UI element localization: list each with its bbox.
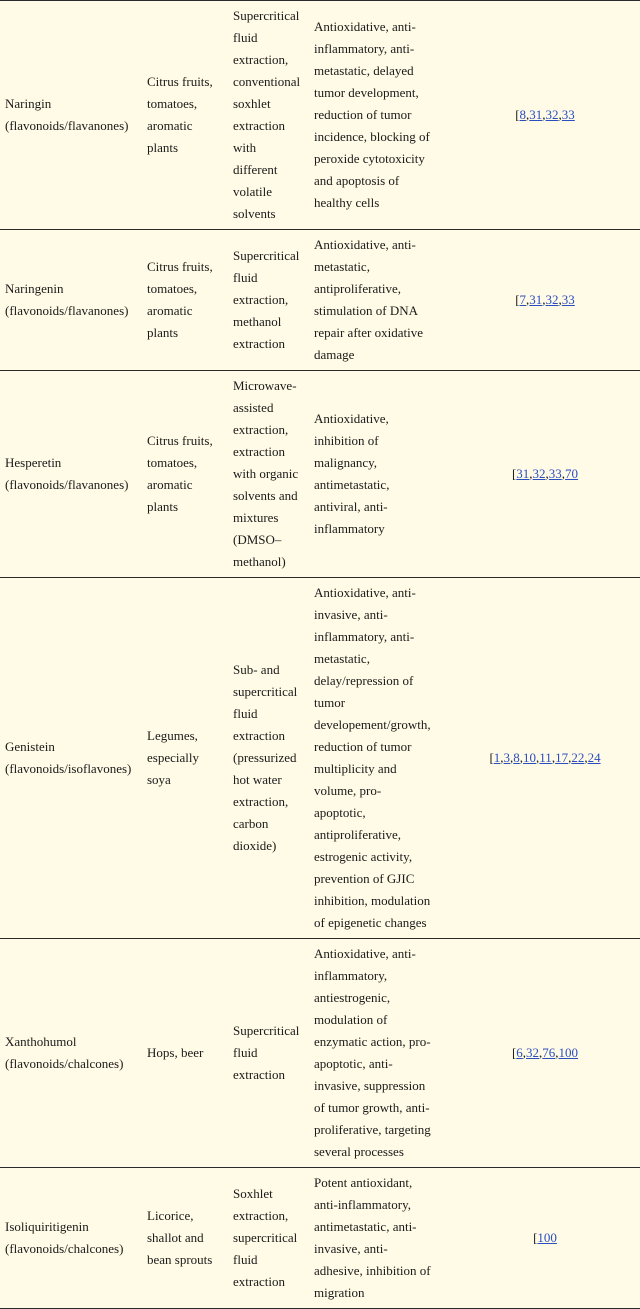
source-cell: Licorice, shallot and bean sprouts xyxy=(142,1168,228,1309)
reference-link[interactable]: 70 xyxy=(565,466,579,481)
bracket-open: [ xyxy=(533,1230,538,1245)
references-cell xyxy=(450,578,640,939)
ref-separator: , xyxy=(500,750,504,765)
ref-separator: , xyxy=(568,750,572,765)
references-cell xyxy=(450,939,640,1168)
reference-link[interactable]: 24 xyxy=(587,750,601,765)
ref-separator: , xyxy=(526,292,530,307)
reference-link[interactable]: 32 xyxy=(526,1045,540,1060)
table-body xyxy=(0,1,640,1309)
compound-cell: Naringenin (flavonoids/flavanones) xyxy=(0,230,142,371)
bracket-open: [ xyxy=(511,1045,517,1060)
compound-cell: Isoliquiritigenin (flavonoids/chalcones) xyxy=(0,1168,142,1309)
reference-link[interactable]: 31 xyxy=(529,107,543,122)
table-row xyxy=(0,939,640,1168)
references-cell xyxy=(450,1,640,230)
ref-separator: , xyxy=(558,107,562,122)
reference-link[interactable]: 7 xyxy=(519,292,527,307)
ref-separator: , xyxy=(558,292,562,307)
effects-cell: Antioxidative, anti- inflammatory, anti- metastatic, delayed tumor development, reduction of tumor incidence, blocking of peroxide cytotoxicity and apoptosis of healthy cells xyxy=(309,1,450,230)
table-row xyxy=(0,230,640,371)
reference-link[interactable]: 32 xyxy=(545,107,559,122)
reference-link[interactable]: 32 xyxy=(545,292,559,307)
reference-link[interactable]: 31 xyxy=(529,292,543,307)
extraction-cell: Soxhlet extraction, supercritical fluid extraction xyxy=(228,1168,309,1309)
ref-separator: , xyxy=(542,292,546,307)
references-cell xyxy=(450,371,640,578)
reference-link[interactable]: 33 xyxy=(548,466,562,481)
references-cell xyxy=(450,230,640,371)
source-cell: Hops, beer xyxy=(142,939,228,1168)
ref-separator: , xyxy=(510,750,514,765)
ref-separator: , xyxy=(561,466,566,481)
reference-link[interactable]: 6 xyxy=(516,1045,523,1060)
ref-separator: , xyxy=(539,1045,543,1060)
reference-link[interactable]: 3 xyxy=(503,750,511,765)
reference-link[interactable]: 17 xyxy=(555,750,569,765)
table-row xyxy=(0,1,640,230)
source-cell: Legumes, especially soya xyxy=(142,578,228,939)
compound-cell: Naringin (flavonoids/flavanones) xyxy=(0,1,142,230)
compound-cell: Hesperetin (flavonoids/flavanones) xyxy=(0,371,142,578)
ref-separator: , xyxy=(584,750,588,765)
reference-link[interactable]: 22 xyxy=(571,750,585,765)
compound-cell: Xanthohumol (flavonoids/chalcones) xyxy=(0,939,142,1168)
bracket-open: [ xyxy=(489,750,494,765)
reference-link[interactable]: 10 xyxy=(523,750,537,765)
effects-cell: Potent antioxidant, anti-inflammatory, antimetastatic, anti- invasive, anti- adhesive, inhibition of migration xyxy=(309,1168,450,1309)
bracket-open: [ xyxy=(515,292,520,307)
table-row xyxy=(0,371,640,578)
table-row xyxy=(0,578,640,939)
reference-link[interactable]: 33 xyxy=(561,292,575,307)
extraction-cell: Microwave- assisted extraction, extraction with organic solvents and mixtures (DMSO– methanol) xyxy=(228,371,309,578)
reference-link[interactable]: 31 xyxy=(516,466,530,481)
bracket-open: [ xyxy=(515,107,520,122)
reference-link[interactable]: 11 xyxy=(539,750,552,765)
reference-link[interactable]: 76 xyxy=(542,1045,556,1060)
ref-separator: , xyxy=(536,750,540,765)
reference-link[interactable]: 100 xyxy=(537,1230,557,1245)
ref-separator: , xyxy=(519,750,524,765)
bracket-open: [ xyxy=(511,466,517,481)
table-row xyxy=(0,1168,640,1309)
ref-separator: , xyxy=(542,107,546,122)
source-cell: Citrus fruits, tomatoes, aromatic plants xyxy=(142,1,228,230)
compound-cell: Genistein (flavonoids/isoflavones) xyxy=(0,578,142,939)
extraction-cell: Sub- and supercritical fluid extraction (pressurized hot water extraction, carbon dioxide) xyxy=(228,578,309,939)
ref-separator: , xyxy=(551,750,556,765)
references-cell xyxy=(450,1168,640,1309)
effects-cell: Antioxidative, anti- inflammatory, antiestrogenic, modulation of enzymatic action, pro- apoptotic, anti- invasive, suppression of tumor growth, anti- proliferative, targeting several processes xyxy=(309,939,450,1168)
ref-separator: , xyxy=(545,466,549,481)
reference-link[interactable]: 8 xyxy=(513,750,520,765)
ref-separator: , xyxy=(555,1045,559,1060)
ref-separator: , xyxy=(526,107,530,122)
extraction-cell: Supercritical fluid extraction xyxy=(228,939,309,1168)
reference-link[interactable]: 33 xyxy=(561,107,575,122)
effects-cell: Antioxidative, anti- invasive, anti- inflammatory, anti- metastatic, delay/repression of tumor developement/growth, reduction of tumor multiplicity and volume, pro- apoptotic, antiproliferative, estrogenic activity, prevention of GJIC inhibition, modulation of epigenetic changes xyxy=(309,578,450,939)
extraction-cell: Supercritical fluid extraction, methanol extraction xyxy=(228,230,309,371)
reference-link[interactable]: 100 xyxy=(558,1045,579,1060)
effects-cell: Antioxidative, anti- metastatic, antiproliferative, stimulation of DNA repair after oxidative damage xyxy=(309,230,450,371)
reference-link[interactable]: 32 xyxy=(532,466,546,481)
effects-cell: Antioxidative, inhibition of malignancy, antimetastatic, antiviral, anti- inflammatory xyxy=(309,371,450,578)
ref-separator: , xyxy=(529,466,533,481)
source-cell: Citrus fruits, tomatoes, aromatic plants xyxy=(142,230,228,371)
reference-link[interactable]: 1 xyxy=(493,750,501,765)
reference-link[interactable]: 8 xyxy=(519,107,527,122)
extraction-cell: Supercritical fluid extraction, conventional soxhlet extraction with different volatile solvents xyxy=(228,1,309,230)
source-cell: Citrus fruits, tomatoes, aromatic plants xyxy=(142,371,228,578)
ref-separator: , xyxy=(522,1045,527,1060)
